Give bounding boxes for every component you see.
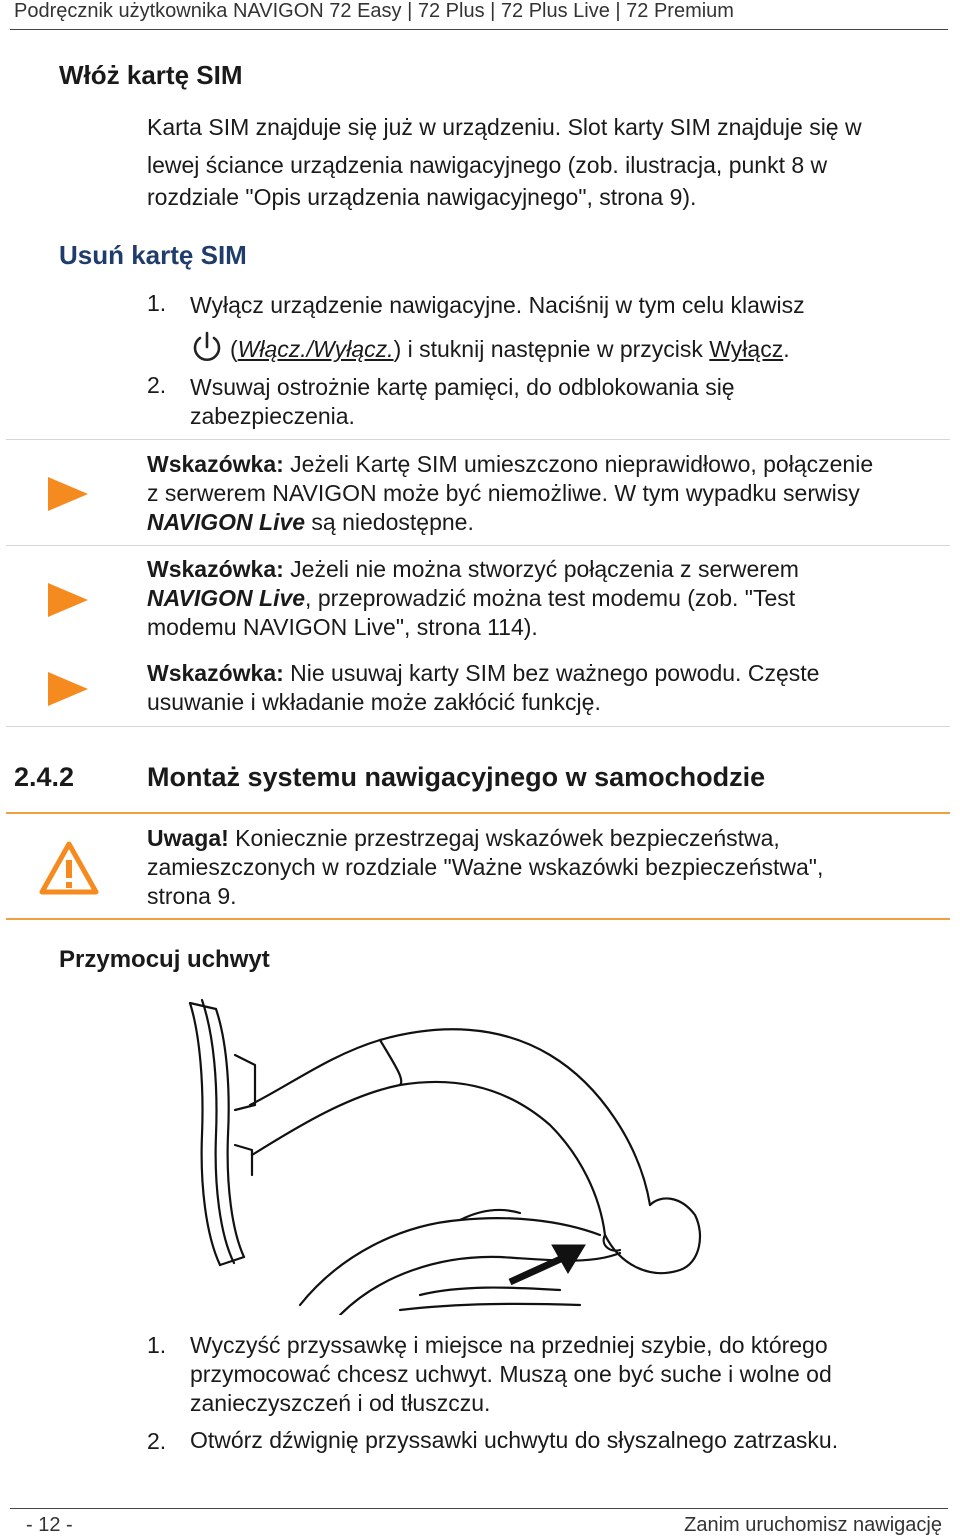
hint-1-label: Wskazówka: bbox=[147, 451, 284, 477]
mount-step-1-line-3: zanieczyszczeń i od tłuszczu. bbox=[190, 1390, 491, 1416]
page-number: - 12 - bbox=[26, 1514, 73, 1536]
section-number: 2.4.2 bbox=[14, 762, 75, 792]
paren-open: ( bbox=[230, 336, 238, 362]
remove-step-1-continuation bbox=[230, 332, 790, 366]
step-1-end: . bbox=[783, 336, 790, 362]
step-1-mid-text: ) i stuknij następnie w przycisk bbox=[393, 336, 710, 362]
hint-3-label: Wskazówka: bbox=[147, 660, 284, 686]
insert-sim-line-1: Karta SIM znajduje się już w urządzeniu. Slot karty SIM znajduje się w bbox=[147, 114, 862, 140]
hint-2-line-2: , przeprowadzić można test modemu (zob. "Test bbox=[305, 585, 796, 611]
header-rule bbox=[10, 29, 948, 30]
warning-triangle-icon bbox=[38, 840, 100, 896]
mount-step-1 bbox=[190, 1331, 832, 1418]
hint-1-navigon-live: NAVIGON Live bbox=[147, 509, 306, 535]
warning-rule-top bbox=[6, 812, 950, 814]
hint-3 bbox=[147, 659, 819, 717]
remove-step-2-line-2: zabezpieczenia. bbox=[190, 403, 355, 429]
hint-2-line-3: modemu NAVIGON Live", strona 114). bbox=[147, 614, 538, 640]
hint-2-line-1: Jeżeli nie można stworzyć połączenia z serwerem bbox=[283, 556, 799, 582]
power-icon bbox=[190, 330, 224, 364]
hint-divider bbox=[6, 545, 950, 546]
hint-1 bbox=[147, 450, 873, 537]
mount-step-1-number: 1. bbox=[147, 1332, 167, 1358]
power-key-label: Włącz./Wyłącz. bbox=[237, 336, 394, 362]
hint-3-line-2: usuwanie i wkładanie może zakłócić funkcję. bbox=[147, 689, 601, 715]
hint-1-line-3: są niedostępne. bbox=[305, 509, 474, 535]
hint-2 bbox=[147, 555, 799, 642]
footer-chapter: Zanim uruchomisz nawigację bbox=[684, 1514, 942, 1536]
remove-step-2-line-1: Wsuwaj ostrożnie kartę pamięci, do odblokowania się bbox=[190, 374, 735, 400]
warning-rule-bottom bbox=[6, 918, 950, 920]
footer-rule bbox=[10, 1508, 948, 1509]
hint-arrow-icon bbox=[48, 672, 88, 706]
warning-text bbox=[147, 824, 823, 911]
warning-line-2: zamieszczonych w rozdziale "Ważne wskazówki bezpieczeństwa", bbox=[147, 854, 824, 880]
hint-3-line-1: Nie usuwaj karty SIM bez ważnego powodu. Częste bbox=[283, 660, 820, 686]
hint-divider-bottom bbox=[6, 726, 950, 727]
remove-sim-heading: Usuń kartę SIM bbox=[59, 240, 247, 270]
warning-label: Uwaga! bbox=[147, 825, 229, 851]
hint-arrow-icon bbox=[48, 583, 88, 617]
insert-sim-line-3: rozdziale "Opis urządzenia nawigacyjnego", strona 9). bbox=[147, 184, 697, 210]
insert-sim-line-2: lewej ściance urządzenia nawigacyjnego (zob. ilustracja, punkt 8 w bbox=[147, 152, 828, 178]
hint-2-label: Wskazówka: bbox=[147, 556, 284, 582]
turn-off-button-label: Wyłącz bbox=[709, 336, 784, 362]
hint-arrow-icon bbox=[48, 477, 88, 511]
suction-mount-illustration bbox=[180, 995, 720, 1315]
mount-step-2-text: Otwórz dźwignię przyssawki uchwytu do słyszalnego zatrzasku. bbox=[190, 1427, 839, 1453]
mount-heading: Przymocuj uchwyt bbox=[59, 946, 270, 973]
warning-line-3: strona 9. bbox=[147, 883, 237, 909]
hint-2-navigon-live: NAVIGON Live bbox=[147, 585, 306, 611]
running-header: Podręcznik użytkownika NAVIGON 72 Easy | 72 Plus | 72 Plus Live | 72 Premium bbox=[14, 0, 734, 22]
mount-step-1-line-2: przymocować chcesz uchwyt. Muszą one być suche i wolne od bbox=[190, 1361, 832, 1387]
hint-divider-top bbox=[6, 439, 950, 440]
mount-step-2-number: 2. bbox=[147, 1428, 167, 1454]
remove-step-1-text: Wyłącz urządzenie nawigacyjne. Naciśnij w tym celu klawisz bbox=[190, 292, 805, 318]
hint-1-line-1: Jeżeli Kartę SIM umieszczono nieprawidłowo, połączenie bbox=[283, 451, 874, 477]
warning-line-1: Koniecznie przestrzegaj wskazówek bezpieczeństwa, bbox=[228, 825, 780, 851]
insert-sim-heading: Włóż kartę SIM bbox=[59, 60, 243, 90]
section-title: Montaż systemu nawigacyjnego w samochodzie bbox=[147, 762, 766, 792]
remove-step-1-number: 1. bbox=[147, 290, 167, 316]
remove-step-2-number: 2. bbox=[147, 372, 167, 398]
hint-1-line-2: z serwerem NAVIGON może być niemożliwe. W tym wypadku serwisy bbox=[147, 480, 860, 506]
mount-step-1-line-1: Wyczyść przyssawkę i miejsce na przedniej szybie, do którego bbox=[190, 1332, 828, 1358]
